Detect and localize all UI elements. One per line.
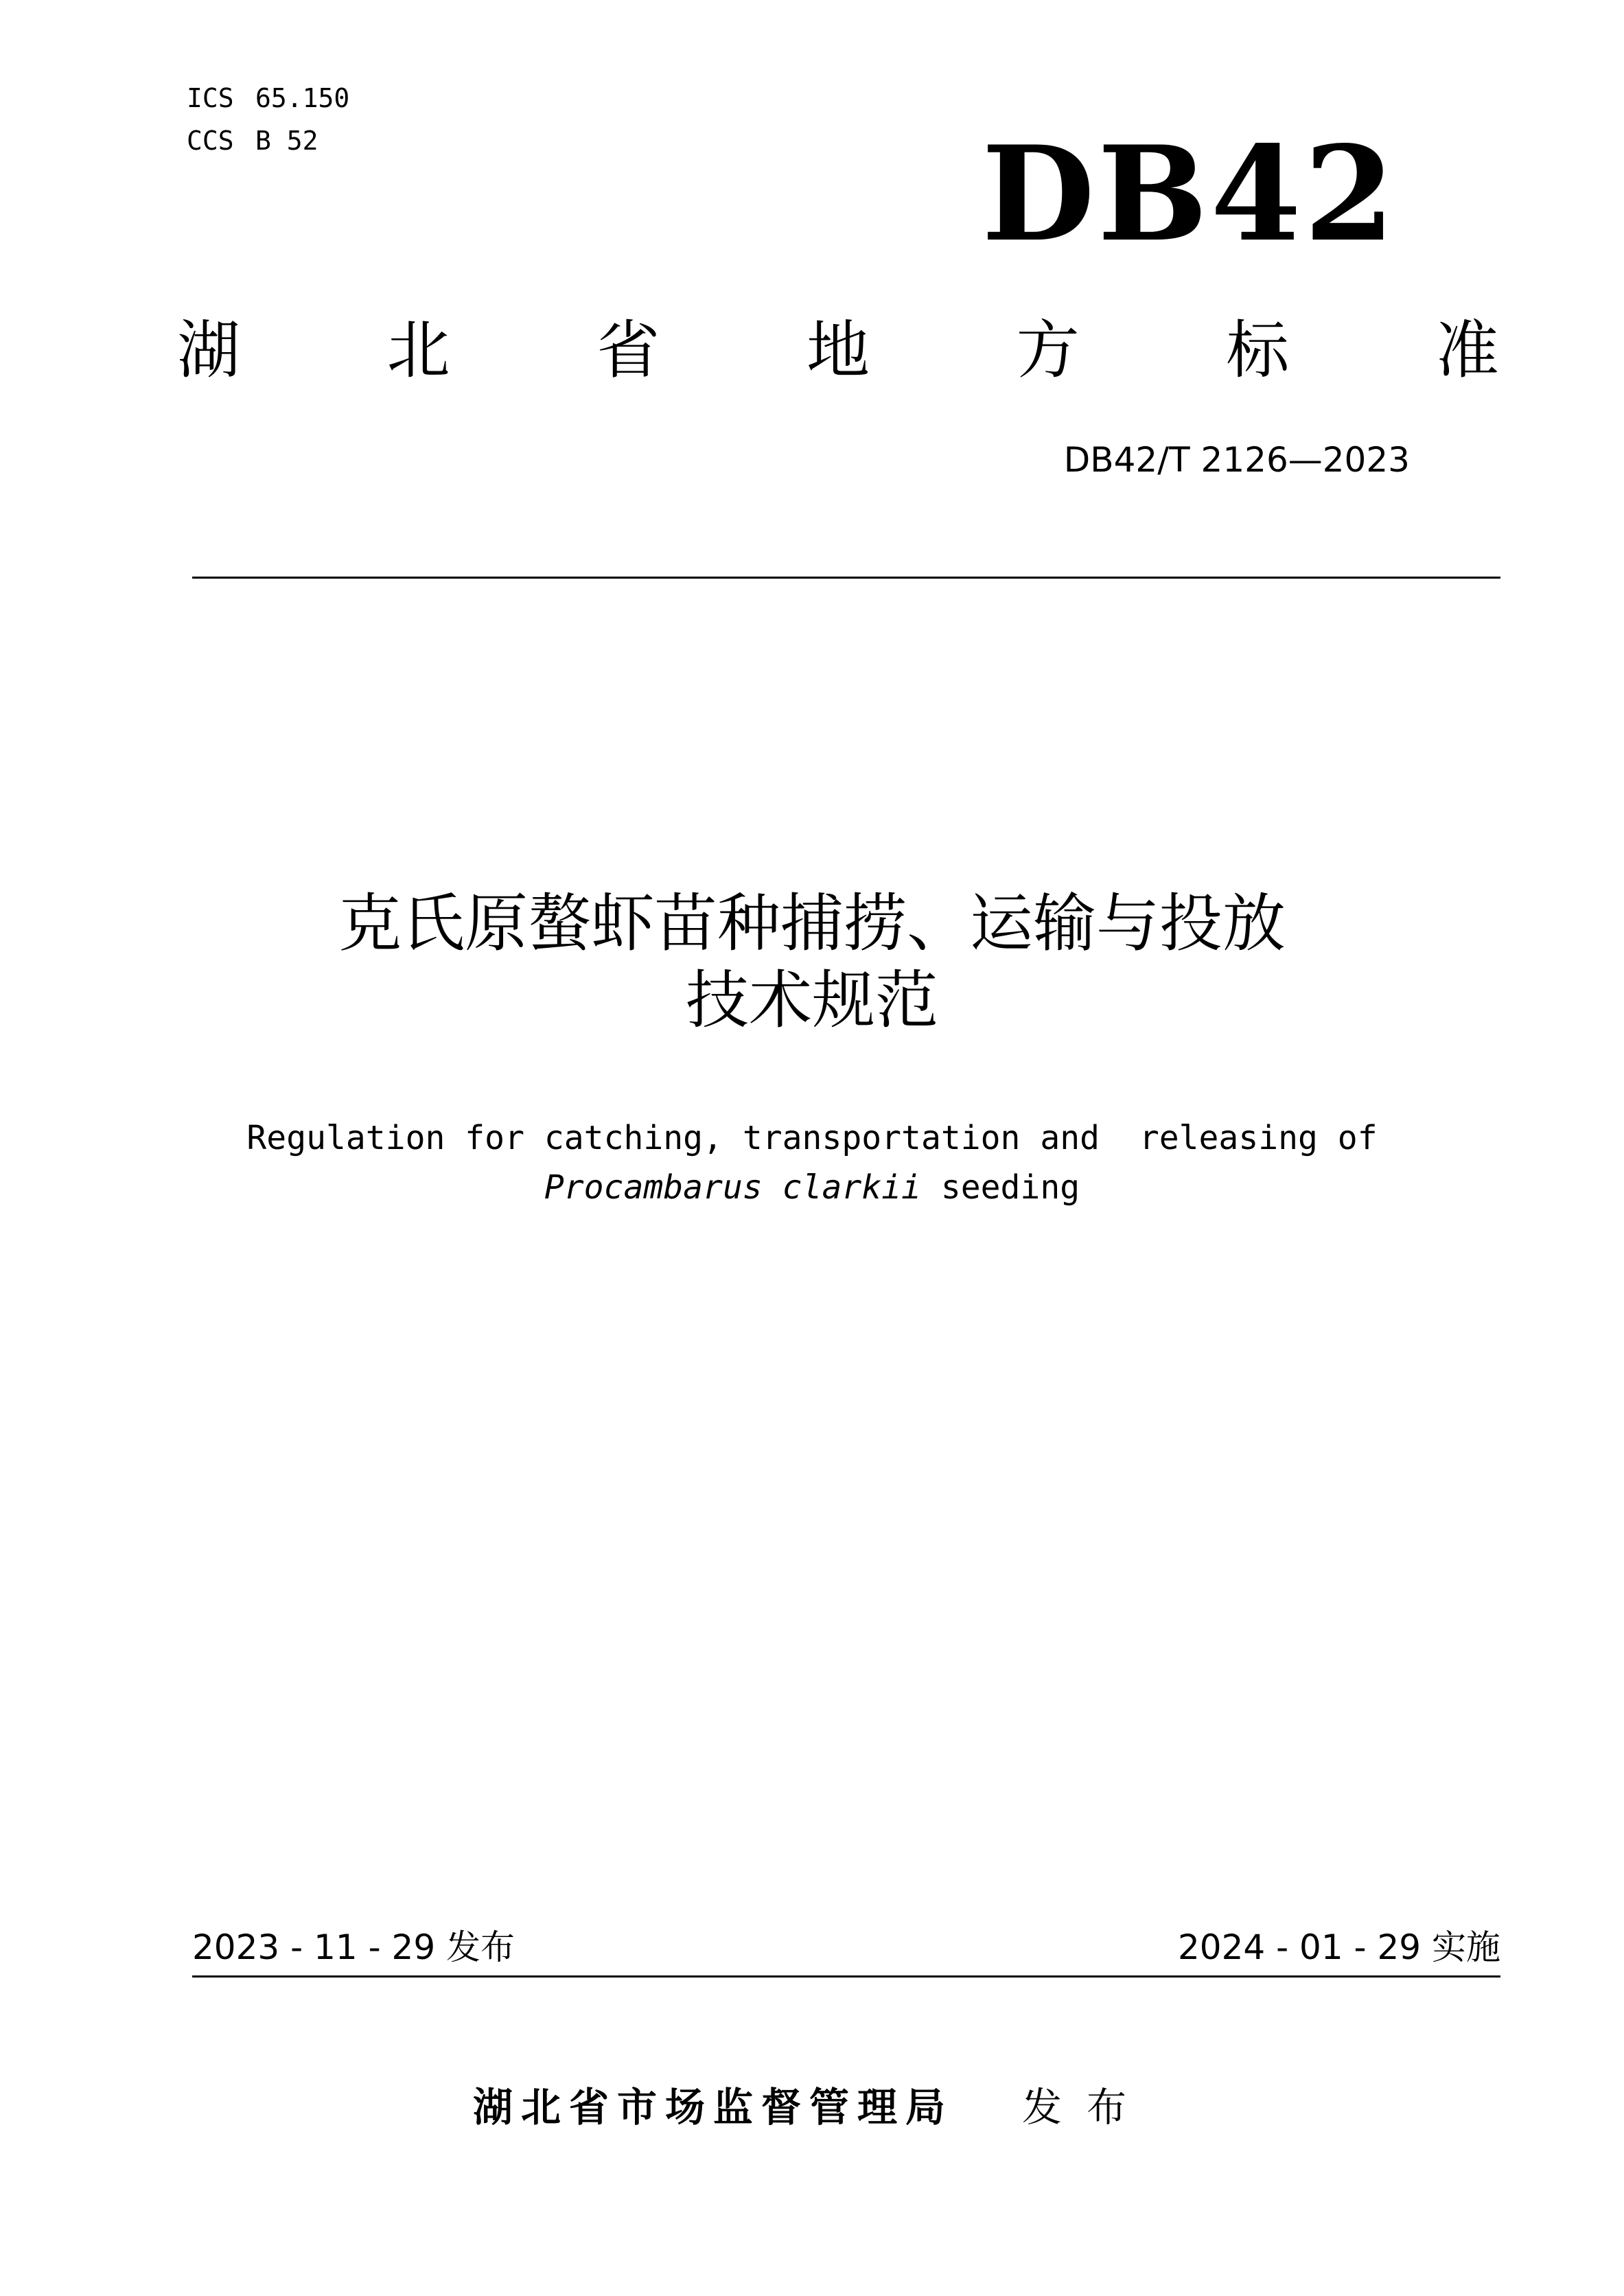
standard-type-char: 北 [386,314,450,387]
ics-value: 65.150 [255,83,350,113]
standard-type-heading [177,313,1499,389]
publisher [0,2083,1624,2131]
english-title-line-2 [0,1163,1624,1212]
species-name: Procambarus clarkii [544,1168,921,1207]
standard-number: DB42/T 2126—2023 [1063,440,1410,480]
ccs-code [187,119,349,162]
standard-type-char: 方 [1016,314,1080,387]
english-title-line-1: Regulation for catching, transportation and releasing of [246,1119,1378,1157]
standard-type-char: 湖 [177,314,241,387]
standard-type-char: 准 [1435,314,1499,387]
db-standard-mark: DB42 [982,117,1397,270]
chinese-title [0,885,1624,1039]
top-divider [192,577,1500,579]
ics-label: ICS [187,83,234,113]
classification-codes [187,77,349,162]
english-title [0,1113,1624,1212]
chinese-title-line-2: 技术规范 [685,964,938,1037]
publisher-organization: 湖北省市场监督管理局 [472,2084,953,2131]
date-row [192,1926,1500,1969]
publisher-action: 发布 [1022,2084,1152,2131]
standard-type-char: 省 [596,314,660,387]
bottom-divider [192,1975,1500,1978]
english-title-suffix: seeding [920,1168,1080,1207]
ccs-label: CCS [187,126,234,156]
standard-type-char: 标 [1226,314,1290,387]
chinese-title-line-1: 克氏原螯虾苗种捕捞、运输与投放 [338,887,1286,960]
ccs-value: B 52 [255,126,318,156]
publish-date: 2023 - 11 - 29 发布 [192,1927,515,1967]
implement-date: 2024 - 01 - 29 实施 [1177,1927,1500,1967]
ics-code [187,77,349,119]
standard-type-char: 地 [806,314,870,387]
